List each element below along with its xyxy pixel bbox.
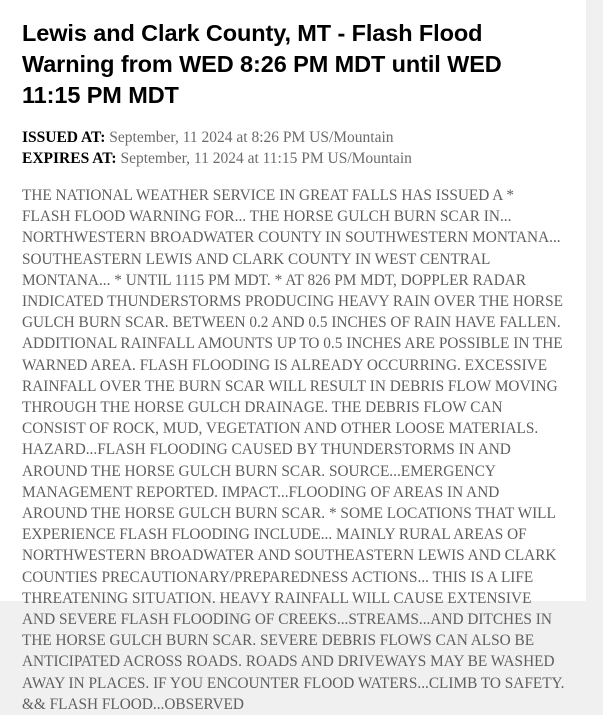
expires-at-line [22, 148, 566, 169]
page-right-gutter [586, 0, 603, 601]
page-title: Lewis and Clark County, MT - Flash Flood Warning from WED 8:26 PM MDT until WED 11:15 PM MDT [22, 20, 502, 108]
issued-at-value: September, 11 2024 at 8:26 PM US/Mountain [109, 129, 394, 146]
expires-at-label: EXPIRES AT: [22, 150, 117, 167]
issued-at-line [22, 127, 566, 148]
alert-body-text: THE NATIONAL WEATHER SERVICE IN GREAT FALLS HAS ISSUED A * FLASH FLOOD WARNING FOR... THE HORSE GULCH BURN SCAR IN... NORTHWESTERN BROADWATER COUNTY IN SOUTHWESTERN MONTANA... SOUTHEASTERN LEWIS AND CLARK COUNTY IN WEST CENTRAL MONTANA... * UNTIL 1115 PM MDT. * AT 826 PM MDT, DOPPLER RADAR INDICATED THUNDERSTORMS PRODUCING HEAVY RAIN OVER THE HORSE GULCH BURN SCAR. BETWEEN 0.2 AND 0.5 INCHES OF RAIN HAVE FALLEN. ADDITIONAL RAINFALL AMOUNTS UP TO 0.5 INCHES ARE POSSIBLE IN THE WARNED AREA. FLASH FLOODING IS ALREADY OCCURRING. EXCESSIVE RAINFALL OVER THE BURN SCAR WILL RESULT IN DEBRIS FLOW MOVING THROUGH THE HORSE GULCH DRAINAGE. THE DEBRIS FLOW CAN CONSIST OF ROCK, MUD, VEGETATION AND OTHER LOOSE MATERIALS. HAZARD...FLASH FLOODING CAUSED BY THUNDERSTORMS IN AND AROUND THE HORSE GULCH BURN SCAR. SOURCE...EMERGENCY MANAGEMENT REPORTED. IMPACT...FLOODING OF AREAS IN AND AROUND THE HORSE GULCH BURN SCAR. * SOME LOCATIONS THAT WILL EXPERIENCE FLASH FLOODING INCLUDE... MAINLY RURAL AREAS OF NORTHWESTERN BROADWATER AND SOUTHEASTERN LEWIS AND CLARK COUNTIES PRECAUTIONARY/PREPAREDNESS ACTIONS... THIS IS A LIFE THREATENING SITUATION. HEAVY RAINFALL WILL CAUSE EXTENSIVE AND SEVERE FLASH FLOODING OF CREEKS...STREAMS...AND DITCHES IN THE HORSE GULCH BURN SCAR. SEVERE DEBRIS FLOWS CAN ALSO BE ANTICIPATED ACROSS ROADS. ROADS AND DRIVEWAYS MAY BE WASHED AWAY IN PLACES. IF YOU ENCOUNTER FLOOD WATERS...CLIMB TO SAFETY. && FLASH FLOOD...OBSERVED [22, 187, 565, 713]
expires-at-value: September, 11 2024 at 11:15 PM US/Mountain [120, 150, 412, 167]
issued-at-label: ISSUED AT: [22, 129, 106, 146]
alert-times [22, 127, 566, 169]
